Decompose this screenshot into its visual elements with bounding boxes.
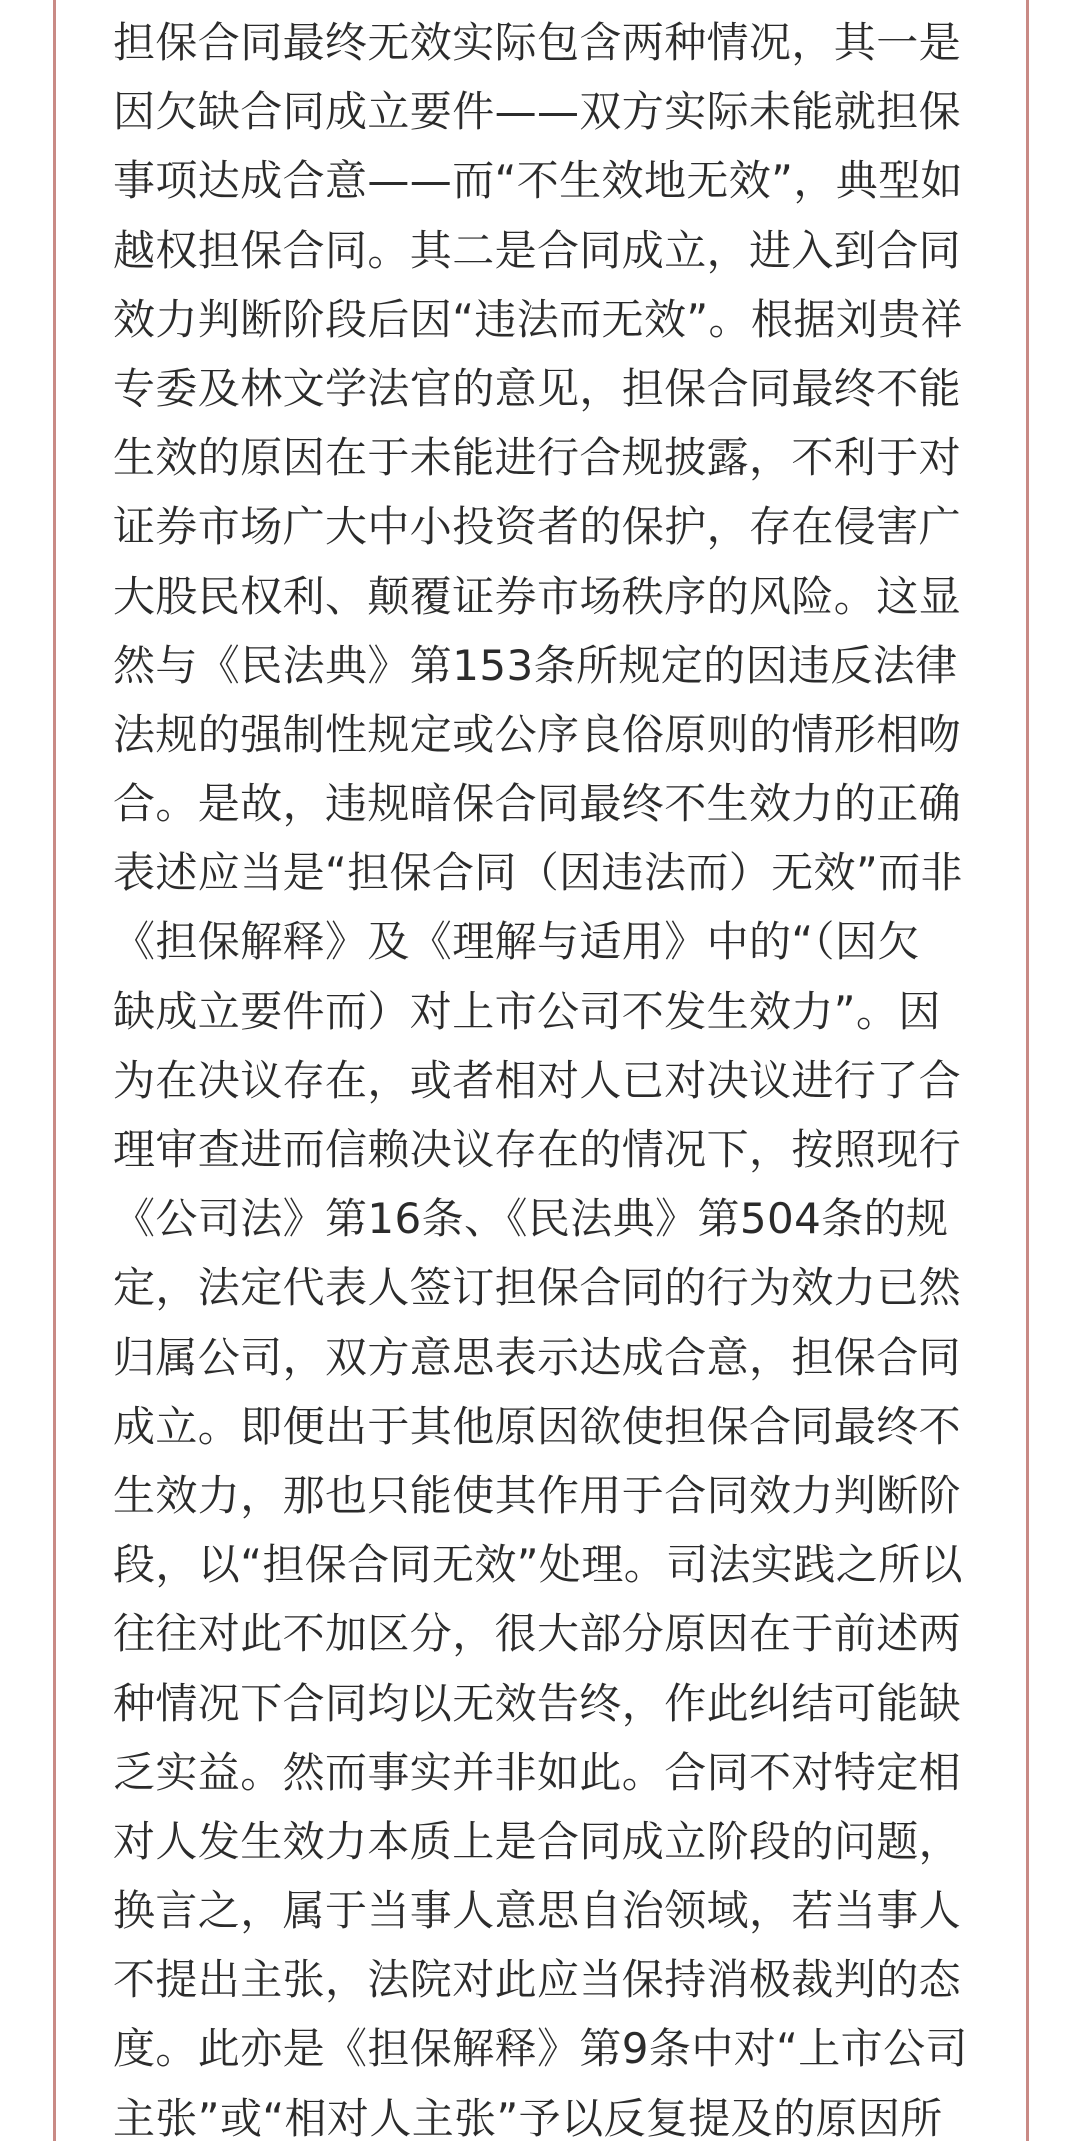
text-line: 专委及林文学法官的意见，担保合同最终不能 (113, 363, 962, 413)
text-line: 缺成立要件而）对上市公司不发生效力”。因 (113, 986, 941, 1036)
text-line: 《担保解释》及《理解与适用》中的“（因欠 (113, 917, 920, 967)
text-line: 法规的强制性规定或公序良俗原则的情形相吻 (113, 709, 962, 759)
text-line: 成立。即便出于其他原因欲使担保合同最终不 (113, 1401, 962, 1451)
text-line: 《公司法》第16条、《民法典》第504条的规 (113, 1194, 949, 1244)
text-line: 度。此亦是《担保解释》第9条中对“上市公司 (113, 2024, 968, 2074)
text-line: 对人发生效力本质上是合同成立阶段的问题， (113, 1816, 962, 1866)
text-line: 生效力，那也只能使其作用于合同效力判断阶 (113, 1470, 962, 1520)
text-line: 为在决议存在，或者相对人已对决议进行了合 (113, 1055, 962, 1105)
text-line: 因欠缺合同成立要件——双方实际未能就担保 (113, 87, 962, 137)
text-line: 证券市场广大中小投资者的保护，存在侵害广 (113, 502, 962, 552)
right-border-line (1026, 0, 1029, 2141)
text-line: 事项达成合意——而“不生效地无效”，典型如 (113, 156, 963, 206)
text-line: 乏实益。然而事实并非如此。合同不对特定相 (113, 1747, 962, 1797)
text-line: 然与《民法典》第153条所规定的因违反法律 (113, 640, 958, 690)
text-line: 大股民权利、颠覆证券市场秩序的风险。这显 (113, 571, 962, 621)
text-line: 不提出主张，法院对此应当保持消极裁判的态 (113, 1955, 962, 2005)
text-line: 越权担保合同。其二是合同成立，进入到合同 (113, 225, 962, 275)
text-line: 效力判断阶段后因“违法而无效”。根据刘贵祥 (113, 294, 963, 344)
text-line: 种情况下合同均以无效告终，作此纠结可能缺 (113, 1678, 962, 1728)
text-line: 主张”或“相对人主张”予以反复提及的原因所 (113, 2093, 943, 2143)
text-line: 归属公司，双方意思表示达成合意，担保合同 (113, 1332, 962, 1382)
text-line: 定，法定代表人签订担保合同的行为效力已然 (113, 1263, 962, 1313)
text-line: 合。是故，违规暗保合同最终不生效力的正确 (113, 779, 962, 829)
text-line: 生效的原因在于未能进行合规披露，不利于对 (113, 433, 962, 483)
text-line: 理审查进而信赖决议存在的情况下，按照现行 (113, 1125, 962, 1174)
text-line: 担保合同最终无效实际包含两种情况，其一是 (113, 18, 962, 67)
text-line: 换言之，属于当事人意思自治领域，若当事人 (113, 1886, 962, 1936)
article-paragraph (113, 8, 979, 2153)
text-line: 段，以“担保合同无效”处理。司法实践之所以 (113, 1540, 963, 1590)
text-line: 往往对此不加区分，很大部分原因在于前述两 (113, 1609, 962, 1659)
text-line: 表述应当是“担保合同（因违法而）无效”而非 (113, 848, 963, 898)
left-border-line (53, 0, 56, 2141)
